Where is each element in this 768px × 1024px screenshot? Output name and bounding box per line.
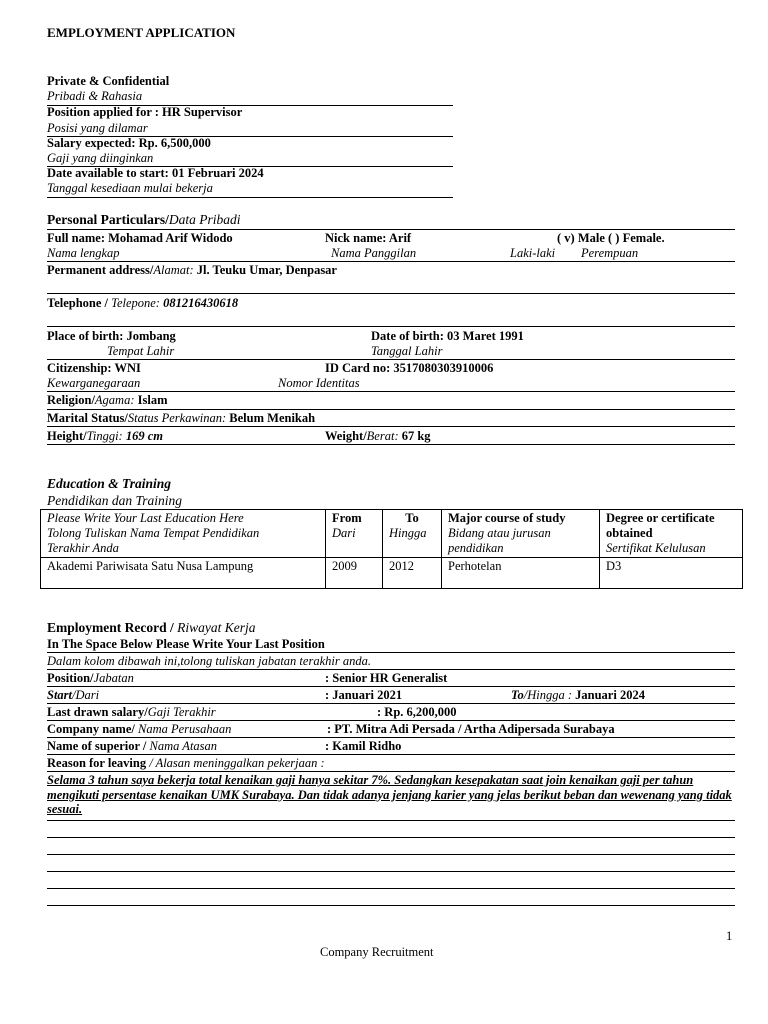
divider	[47, 359, 735, 360]
divider	[47, 737, 735, 738]
divider	[47, 837, 735, 838]
divider	[47, 229, 735, 230]
end-date: To/Hingga : Januari 2024	[511, 688, 645, 702]
education-table	[40, 509, 743, 589]
education-header-row	[41, 510, 743, 558]
divider	[47, 888, 735, 889]
salary-expected: Salary expected: Rp. 6,500,000	[47, 136, 211, 150]
education-header-major: Major course of study Bidang atau jurusan pendidikan	[442, 510, 600, 558]
salary-value: : Rp. 6,200,000	[377, 705, 457, 719]
full-name: Full name: Mohamad Arif Widodo	[47, 231, 233, 245]
education-header-to: To Hingga	[383, 510, 442, 558]
divider	[47, 444, 735, 445]
superior-label: Name of superior / Nama Atasan	[47, 739, 218, 753]
divider	[47, 771, 735, 772]
divider	[47, 652, 735, 653]
female-id: Perempuan	[581, 246, 639, 260]
salary-label: Last drawn salary/Gaji Terakhir	[47, 705, 216, 719]
employment-section-title: Employment Record / Riwayat Kerja	[47, 620, 256, 635]
divider	[47, 854, 735, 855]
position-label: Position/Jabatan	[47, 671, 134, 685]
place-of-birth: Place of birth: Jombang	[47, 329, 176, 343]
full-name-id: Nama lengkap	[47, 246, 120, 260]
date-available: Date available to start: 01 Februari 2024	[47, 166, 264, 180]
footer-company: Company Recruitment	[320, 945, 434, 959]
employment-instruction: In The Space Below Please Write Your Last Position	[47, 637, 325, 651]
start-value: : Januari 2021	[325, 688, 403, 702]
divider	[47, 905, 735, 906]
religion: Religion/Agama: Islam	[47, 393, 168, 407]
page-number: 1	[726, 929, 733, 943]
education-header-school: Please Write Your Last Education Here Tolong Tuliskan Nama Tempat Pendidikan Terakhir Anda	[41, 510, 326, 558]
confidential-label: Private & Confidential	[47, 74, 170, 88]
education-header-from: From Dari	[326, 510, 383, 558]
divider	[47, 261, 735, 262]
reason-label: Reason for leaving / Alasan meninggalkan pekerjaan :	[47, 756, 325, 770]
confidential-label-id: Pribadi & Rahasia	[47, 89, 143, 103]
education-degree: D3	[600, 558, 743, 589]
table-row	[41, 558, 743, 589]
citizenship: Citizenship: WNI	[47, 361, 141, 375]
education-school: Akademi Pariwisata Satu Nusa Lampung	[41, 558, 326, 589]
address: Permanent address/Alamat: Jl. Teuku Umar, Denpasar	[47, 263, 337, 277]
divider	[47, 391, 735, 392]
citizenship-id: Kewarganegaraan	[47, 376, 141, 390]
divider	[47, 426, 735, 427]
superior-value: : Kamil Ridho	[325, 739, 402, 753]
divider	[47, 871, 735, 872]
divider	[47, 686, 735, 687]
education-to: 2012	[383, 558, 442, 589]
divider	[47, 669, 735, 670]
start-label: Start/Dari	[47, 688, 100, 702]
place-of-birth-id: Tempat Lahir	[107, 344, 175, 358]
company-label: Company name/ Nama Perusahaan	[47, 722, 232, 736]
height: Height/Tinggi: 169 cm	[47, 429, 163, 443]
divider	[47, 409, 735, 410]
date-available-id: Tanggal kesediaan mulai bekerja	[47, 181, 213, 195]
weight: Weight/Berat: 67 kg	[325, 429, 431, 443]
position-applied: Position applied for : HR Supervisor	[47, 105, 243, 119]
male-id: Laki-laki	[510, 246, 556, 260]
employment-instruction-id: Dalam kolom dibawah ini,tolong tuliskan jabatan terakhir anda.	[47, 654, 371, 668]
id-card: ID Card no: 3517080303910006	[325, 361, 494, 375]
nick-name: Nick name: Arif	[325, 231, 412, 245]
education-section-title: Education & Training	[47, 476, 172, 491]
divider	[47, 754, 735, 755]
marital-status: Marital Status/Status Perkawinan: Belum Menikah	[47, 411, 316, 425]
salary-expected-id: Gaji yang diinginkan	[47, 151, 154, 165]
education-header-degree: Degree or certificate obtained Sertifikat Kelulusan	[600, 510, 743, 558]
position-value: : Senior HR Generalist	[325, 671, 448, 685]
divider	[47, 197, 453, 198]
document-title: EMPLOYMENT APPLICATION	[47, 25, 236, 40]
date-of-birth: Date of birth: 03 Maret 1991	[371, 329, 524, 343]
gender: ( v) Male ( ) Female.	[557, 231, 665, 245]
id-card-id: Nomor Identitas	[278, 376, 360, 390]
education-section-title-id: Pendidikan dan Training	[47, 493, 182, 508]
divider	[47, 293, 735, 294]
nick-name-id: Nama Panggilan	[331, 246, 417, 260]
telephone: Telephone / Telepone: 081216430618	[47, 296, 239, 310]
company-value: : PT. Mitra Adi Persada / Artha Adipersada Surabaya	[327, 722, 615, 736]
education-major: Perhotelan	[442, 558, 600, 589]
divider	[47, 820, 735, 821]
reason-text: Selama 3 tahun saya bekerja total kenaikan gaji hanya sekitar 7%. Sedangkan kesepakatan saat join kenaikan gaji per tahun mengikuti persentase kenaikan UMK Surabaya. Dan tidak adanya jenjang karier yang jelas berikut beban dan wewenang yang tidak sesuai.	[47, 773, 732, 817]
education-from: 2009	[326, 558, 383, 589]
divider	[47, 326, 735, 327]
personal-section-title: Personal Particulars/Data Pribadi	[47, 212, 241, 227]
date-of-birth-id: Tanggal Lahir	[371, 344, 443, 358]
divider	[47, 720, 735, 721]
position-applied-id: Posisi yang dilamar	[47, 121, 148, 135]
divider	[47, 703, 735, 704]
